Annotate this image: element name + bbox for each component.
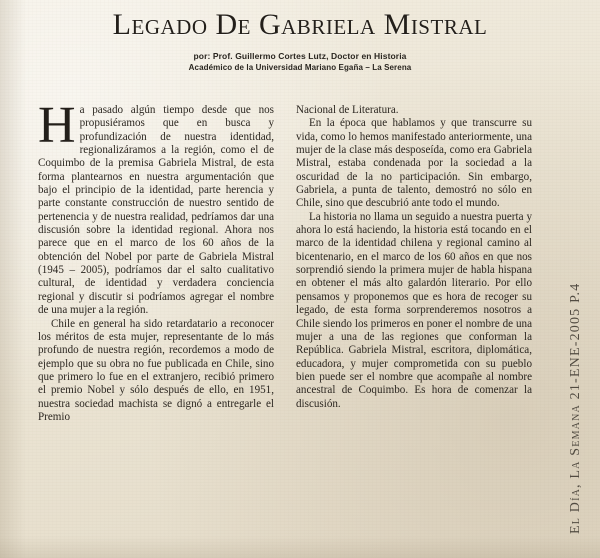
paragraph-text: a pasado algún tiempo desde que nos propusiéramos que en busca y profundización de nuestra identidad, regionalizáramos a la región, como el de Coquimbo de la premisa Gabriela Mistral, de esta forma plantearnos en nuestra argumentación que bajo el principio de la identidad, parte herencia y parte constante construcción de nuestro sentido de pertenencia y de nuestra realidad, pedríamos dar una discusión sobre la identidad regional. Ahora nos parece que en el marco de los 60 años de la obtención del Nobel por parte de Gabriela Mistral (1945 – 2005), podríamos dar el salto cualitativo cultural, de identidad y verdadera conciencia regional y discutir si podríamos agregar el nombre de una mujer a la región. [38, 104, 274, 317]
margin-source-stamp: El Día, La Semana 21-ENE-2005 P.4 [568, 282, 583, 534]
byline-container [120, 50, 480, 74]
paragraph: Chile en general ha sido retardatario a reconocer los méritos de esta mujer, representante de lo más profundo de nuestra región, recordemos a modo de ejemplo que su obra no fue publicada en Chile, sino que primero lo fue en el extranjero, recibió primero el premio Nobel y sólo después de ello, en 1951, nuestra sociedad machista se dignó a entregarle el Premio [38, 317, 274, 423]
column-right [296, 104, 532, 544]
column-left [38, 97, 274, 544]
paragraph: En la época que hablamos y que transcurre su vida, como lo hemos manifestado anteriormente, una mujer de la clase más desposeída, como era Gabriela Mistral, estaba condenada por la sociedad a la oscuridad de la no participación. Sin embargo, Gabriela, a punta de talento, demostró no sólo en Chile, sino que descubrió ante todo el mundo. [296, 117, 532, 210]
paragraph [38, 97, 274, 318]
article-columns [38, 97, 532, 544]
byline-author: por: Prof. Guillermo Cortes Lutz, Doctor en Historia [193, 51, 407, 61]
paragraph: Nacional de Literatura. [296, 104, 399, 116]
paragraph: La historia no llama un seguido a nuestra puerta y ahora lo está haciendo, la historia está tocando en el marco de la identidad chilena y regional camino al bicentenario, en el marco de los 60 años en que nos sorprendió siendo la primera mujer de habla hispana en obtener el más alto galardón literario. Por ello pensamos y proponemos que es hora de recoger su legado, de esta forma sorprenderemos nosotros a Chile siendo los primeros en poner el nombre de una mujer a una de las regiones que conforman la República. Gabriela Mistral, escritora, diplomática, educadora, y mujer comprometida con su pueblo bien puede ser el nombre que acompañe al nombre ancestral de Coquimbo. Es hora de comenzar la discusión. [296, 210, 532, 410]
headline-container [0, 8, 600, 42]
byline-affiliation: Académico de la Universidad Mariano Egaña – La Serena [188, 63, 412, 72]
drop-cap: H [38, 97, 76, 154]
article-headline: Legado De Gabriela Mistral [112, 8, 488, 41]
page-edge-shadow-left [0, 0, 26, 558]
